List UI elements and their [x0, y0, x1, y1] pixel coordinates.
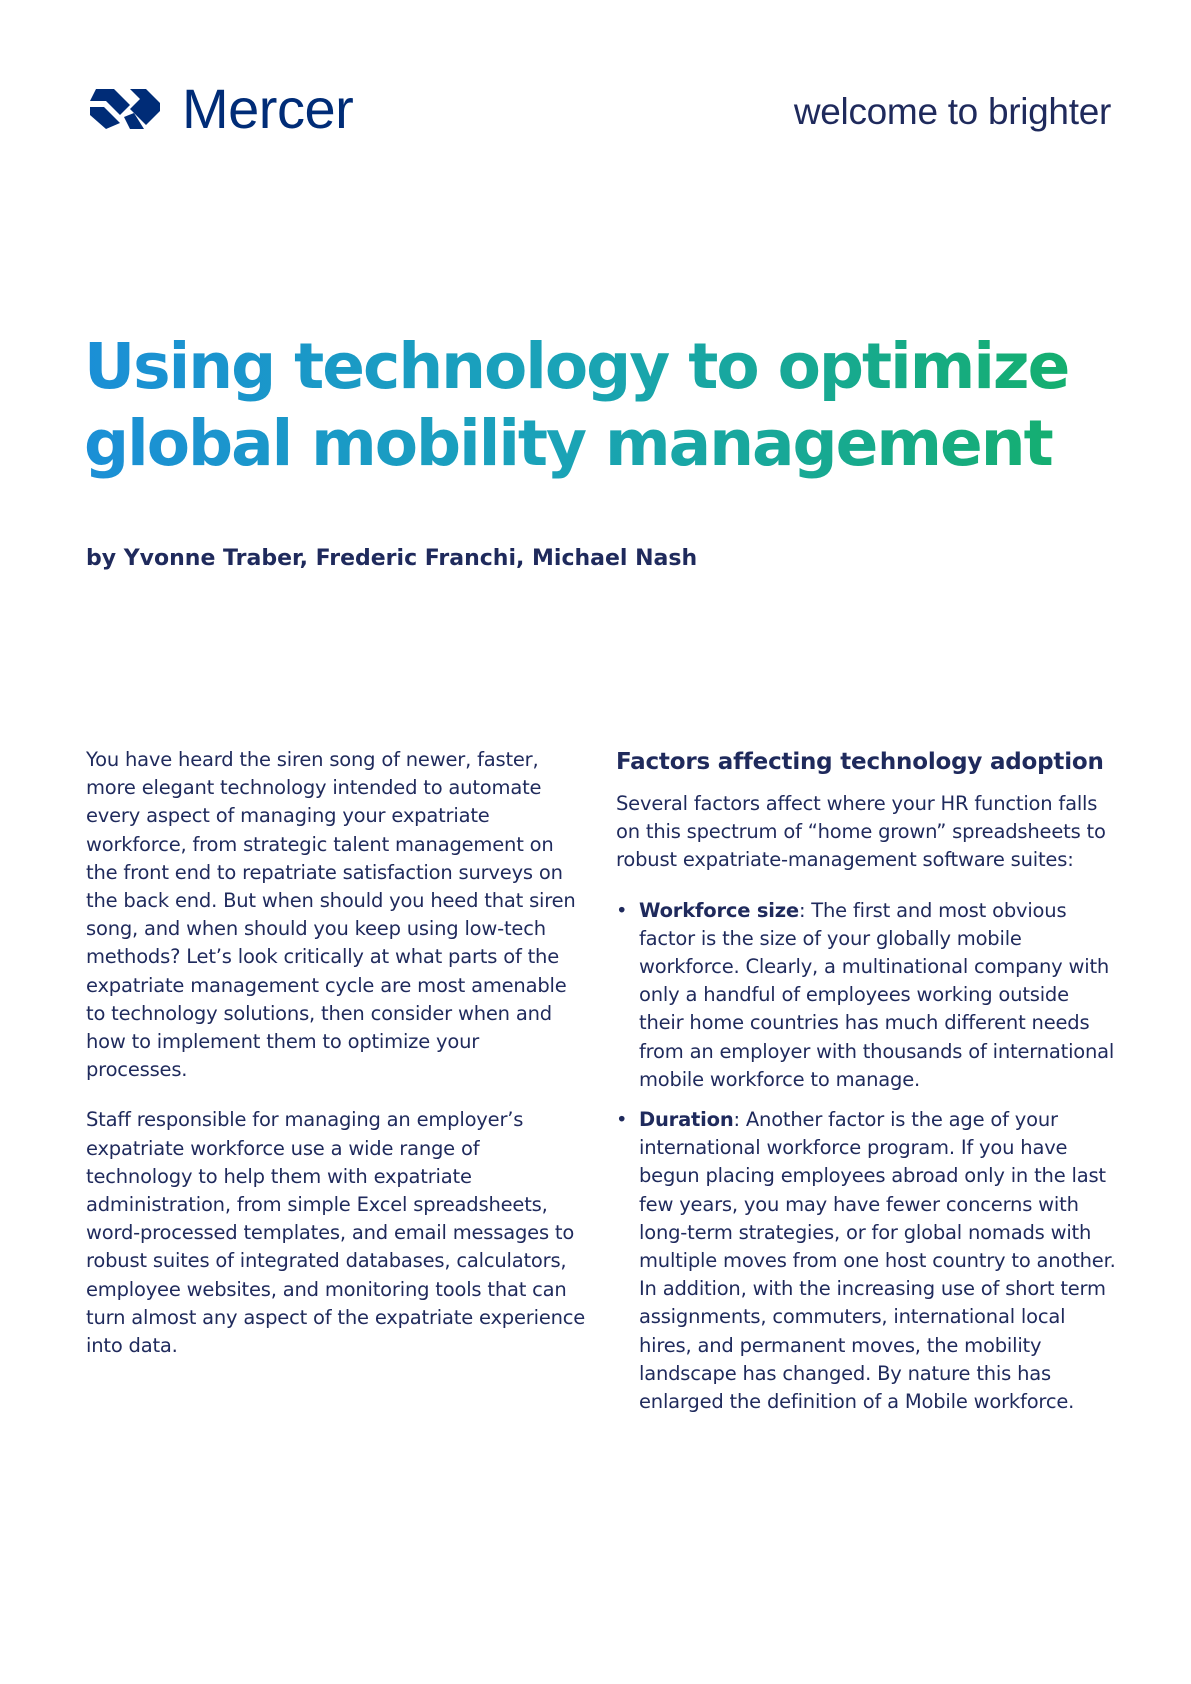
section-intro: Several factors affect where your HR function falls on this spectrum of “home grown” spreadsheets to robust expatriate-management software suites:: [616, 792, 1106, 872]
bullet-term: Workforce size: [639, 898, 799, 922]
list-item: [616, 1106, 1116, 1416]
bullet-text: : Another factor is the age of your international workforce program. If you have begun placing employees abroad only in the last few years, you may have fewer concerns with long-term strategies, or for global nomads with multiple moves from one host country to another. In addition, with the increasing use of short term assignments, commuters, international local hires, and permanent moves, the mobility landscape has changed. By nature this has enlarged the definition of a Mobile workforce.: [639, 1108, 1116, 1414]
right-column: [616, 746, 1116, 1428]
page-title: Using technology to optimize global mobility management: [84, 328, 1124, 482]
tagline: welcome to brighter: [793, 91, 1111, 132]
factor-list: [616, 897, 1116, 1417]
bullet-marker: •: [616, 898, 628, 922]
logo-wordmark: Mercer: [182, 77, 354, 140]
bullet-term: Duration: [639, 1108, 734, 1132]
list-item: [616, 897, 1116, 1094]
section-heading: Factors affecting technology adoption: [616, 749, 1104, 775]
mercer-logo-icon: [86, 85, 164, 133]
body-paragraph: You have heard the siren song of newer, faster, more elegant technology intended to automate every aspect of managing your expatriate workforce, from strategic talent management on the front end to repatriate satisfaction surveys on the back end. But when should you heed that siren song, and when should you keep using low-tech methods? Let’s look critically at what parts of the expatriate management cycle are most amenable to technology solutions, then consider when and how to implement them to optimize your processes.: [86, 748, 576, 1082]
bullet-marker: •: [616, 1108, 628, 1132]
left-column: [86, 746, 586, 1382]
bullet-text: : The first and most obvious factor is the size of your globally mobile workforce. Clearly, a multinational company with only a handful of employees working outside their home countries has much different needs from an employer with thousands of international mobile workforce to manage.: [639, 898, 1115, 1091]
mercer-logo: [86, 77, 354, 140]
byline: by Yvonne Traber, Frederic Franchi, Michael Nash: [86, 546, 698, 571]
body-paragraph: Staff responsible for managing an employer’s expatriate workforce use a wide range of technology to help them with expatriate administration, from simple Excel spreadsheets, word-processed templates, and email messages to robust suites of integrated databases, calculators, employee websites, and monitoring tools that can turn almost any aspect of the expatriate experience into data.: [86, 1108, 586, 1358]
page-header: [86, 77, 1111, 142]
